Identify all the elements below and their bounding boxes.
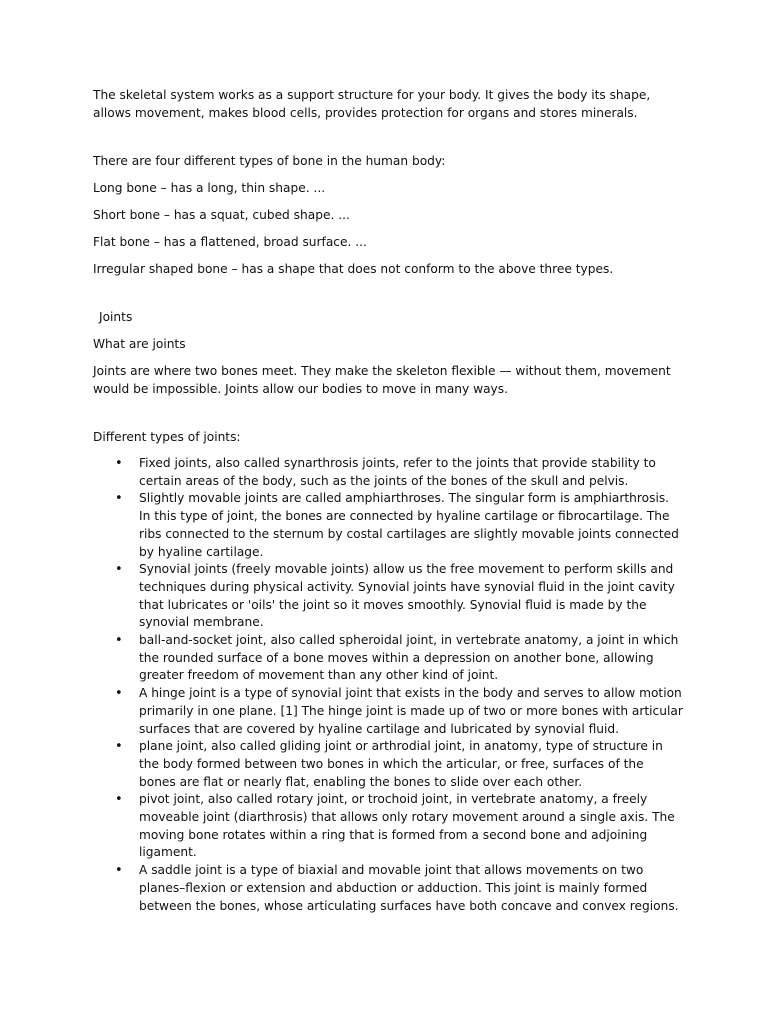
list-item-text: A hinge joint is a type of synovial joint that exists in the body and serves to allow motion primarily in one plane. [1] The hinge joint is made up of two or more bones with articular surfaces that are covered by hyaline cartilage and lubricated by synovial fluid. (139, 686, 683, 736)
list-item-ball-and-socket-joint (93, 632, 683, 685)
joints-question: What are joints (93, 337, 186, 351)
list-item-text: Synovial joints (freely movable joints) allow us the free movement to perform skills and techniques during physical activity. Synovial joints have synovial fluid in the joint cavity that lubricates or 'oils' the joint so it moves smoothly. Synovial fluid is made by the synovial membrane. (139, 562, 675, 630)
document-body (93, 86, 683, 915)
list-item-pivot-joint (93, 791, 683, 862)
bone-types-intro: There are four different types of bone in the human body: (93, 154, 446, 168)
bullet-icon: • (115, 863, 123, 879)
list-item-hinge-joint (93, 685, 683, 738)
bullet-icon: • (115, 491, 123, 507)
list-item-text: A saddle joint is a type of biaxial and movable joint that allows movements on two planes–flexion or extension and abduction or adduction. This joint is mainly formed between the bones, whose articulating surfaces have both concave and convex regions. (139, 863, 679, 913)
list-item-text: pivot joint, also called rotary joint, or trochoid joint, in vertebrate anatomy, a freely moveable joint (diarthrosis) that allows only rotary movement around a single axis. The moving bone rotates within a ring that is formed from a second bone and adjoining ligament. (139, 792, 675, 860)
joints-answer: Joints are where two bones meet. They make the skeleton flexible — without them, movement would be impossible. Joints allow our bodies to move in many ways. (93, 364, 671, 396)
list-item-plane-joint (93, 738, 683, 791)
bullet-icon: • (115, 633, 123, 649)
bullet-icon: • (115, 686, 123, 702)
bullet-icon: • (115, 562, 123, 578)
list-item-text: plane joint, also called gliding joint or arthrodial joint, in anatomy, type of structure in the body formed between two bones in which the articular, or free, surfaces of the bones are flat or nearly flat, enabling the bones to slide over each other. (139, 739, 663, 789)
bullet-icon: • (115, 792, 123, 808)
bone-type-irregular: Irregular shaped bone – has a shape that does not conform to the above three types. (93, 262, 614, 276)
bone-type-long: Long bone – has a long, thin shape. ... (93, 181, 326, 195)
list-item-text: ball-and-socket joint, also called spheroidal joint, in vertebrate anatomy, a joint in which the rounded surface of a bone moves within a depression on another bone, allowing greater freedom of movement than any other kind of joint. (139, 633, 679, 683)
intro-paragraph: The skeletal system works as a support structure for your body. It gives the body its shape, allows movement, makes blood cells, provides protection for organs and stores minerals. (93, 88, 651, 120)
bone-type-flat: Flat bone – has a flattened, broad surface. ... (93, 235, 367, 249)
list-item-slightly-movable-joint (93, 490, 683, 561)
bullet-icon: • (115, 739, 123, 755)
list-item-text: Slightly movable joints are called amphiarthroses. The singular form is amphiarthrosis. In this type of joint, the bones are connected by hyaline cartilage or fibrocartilage. The ribs connected to the sternum by costal cartilages are slightly movable joints connected by hyaline cartilage. (139, 491, 679, 559)
list-item-fixed-joint (93, 455, 683, 490)
joints-heading: Joints (99, 310, 133, 324)
joint-types-list (93, 455, 683, 915)
list-item-synovial-joint (93, 561, 683, 632)
list-item-saddle-joint (93, 862, 683, 915)
bone-type-short: Short bone – has a squat, cubed shape. ... (93, 208, 350, 222)
list-item-text: Fixed joints, also called synarthrosis joints, refer to the joints that provide stability to certain areas of the body, such as the joints of the bones of the skull and pelvis. (139, 456, 656, 488)
joint-types-intro: Different types of joints: (93, 430, 241, 444)
bullet-icon: • (115, 456, 123, 471)
